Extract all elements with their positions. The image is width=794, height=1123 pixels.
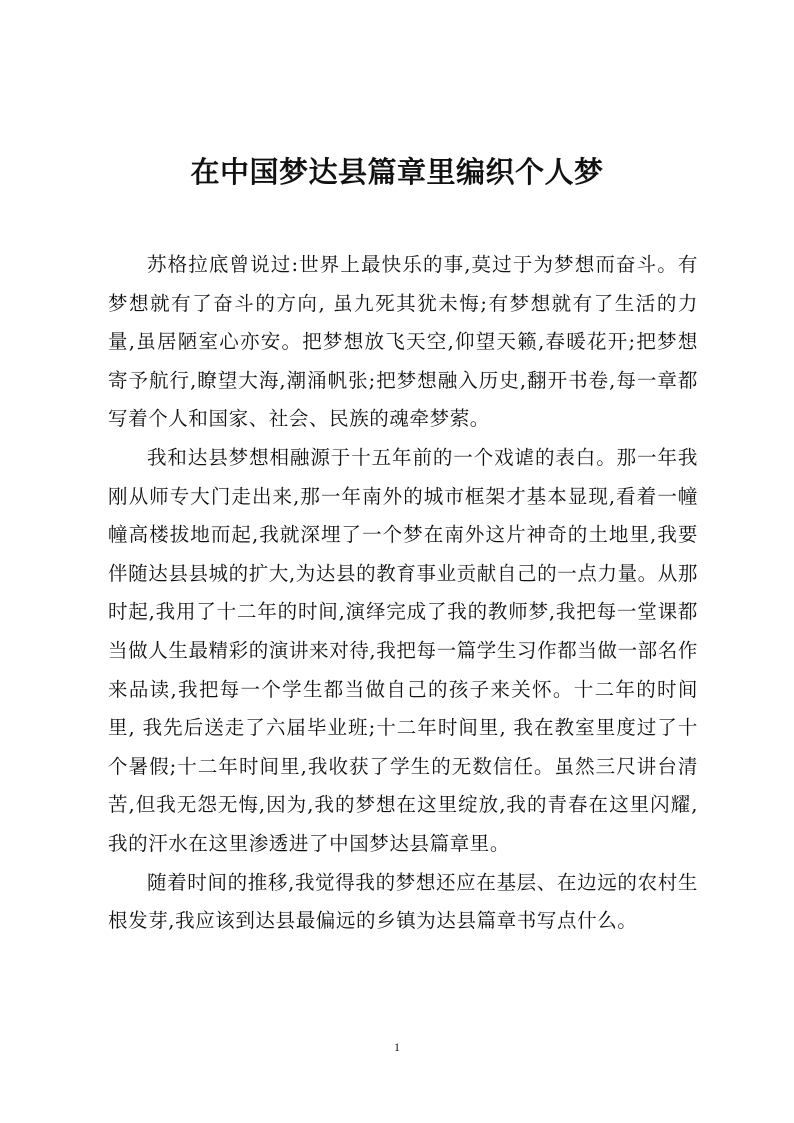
paragraph: 我和达县梦想相融源于十五年前的一个戏谑的表白。那一年我刚从师专大门走出来,那一年南外的城市框架才基本显现,看着一幢幢高楼拔地而起,我就深埋了一个梦在南外这片神奇的土地里,我要伴随达县县城的扩大,为达县的教育事业贡献自己的一点力量。从那时起,我用了十二年的时间,演绎完成了我的教师梦,我把每一堂课都当做人生最精彩的演讲来对待,我把每一篇学生习作都当做一部名作来品读,我把每一个学生都当做自己的孩子来关怀。十二年的时间里, 我先后送走了六届毕业班;十二年时间里, 我在教室里度过了十个暑假;十二年时间里,我收获了学生的无数信任。虽然三尺讲台清苦,但我无怨无悔,因为,我的梦想在这里绽放,我的青春在这里闪耀,我的汗水在这里渗透进了中国梦达县篇章里。	[108, 445, 698, 855]
paragraph: 苏格拉底曾说过:世界上最快乐的事,莫过于为梦想而奋斗。有梦想就有了奋斗的方向, 虽九死其犹未悔;有梦想就有了生活的力量,虽居陋室心亦安。把梦想放飞天空,仰望天籁,春暖花开;把梦想寄予航行,瞭望大海,潮涌帆张;把梦想融入历史,翻开书卷,每一章都写着个人和国家、社会、民族的魂牵梦萦。	[108, 253, 698, 431]
document-title: 在中国梦达县篇章里编织个人梦	[190, 155, 604, 189]
page-number: 1	[394, 1040, 400, 1054]
document-body	[108, 246, 698, 941]
paragraph: 随着时间的推移,我觉得我的梦想还应在基层、在边远的农村生根发芽,我应该到达县最偏远的乡镇为达县篇章书写点什么。	[108, 870, 698, 933]
